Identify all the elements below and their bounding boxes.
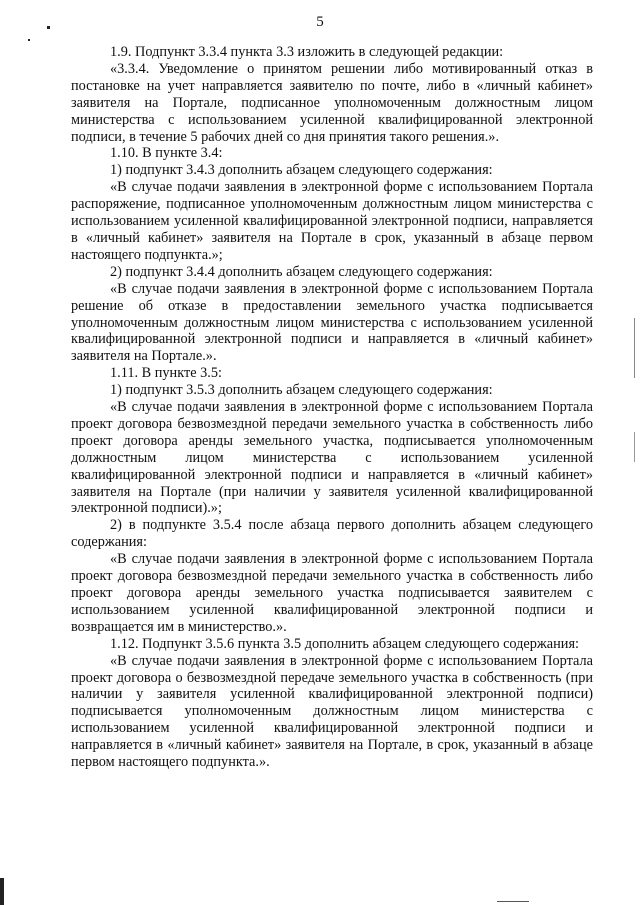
paragraph: 1) подпункт 3.4.3 дополнить абзацем следующего содержания:: [110, 162, 493, 179]
scan-artifact-edge: [634, 432, 635, 462]
paragraph: «В случае подачи заявления в электронной форме с использованием Портала проект договора о безвозмездной передаче земельного участка в собственность (при наличии у заявителя усиленной квалифицированной электронной подписи) подписывается уполномоченным должностным лицом министерства с использованием усиленной квалифицированной электронной подписи и направляется в «личный кабинет» заявителя на Портале, в срок, указанный в абзаце первом настоящего подпункта.».: [71, 652, 593, 771]
paragraph: «В случае подачи заявления в электронной форме с использованием Портала проект договора безвозмездной передачи земельного участка в собственность либо проект договора аренды земельного участка подписывается заявителем с использованием усиленной квалифицированной электронной подписи и возвращается им в министерство.».: [71, 551, 593, 635]
paragraph: 1) подпункт 3.5.3 дополнить абзацем следующего содержания:: [110, 382, 493, 399]
paragraph: «В случае подачи заявления в электронной форме с использованием Портала проект договора безвозмездной передачи земельного участка в собственность либо проект договора аренды земельного участка, подписывается уполномоченным должностным лицом министерства с использованием усиленной квалифицированной электронной подписи и направляется в «личный кабинет» заявителя на Портале (при наличии у заявителя усиленной квалифицированной электронной подписи).»;: [71, 399, 593, 517]
paragraph: 2) подпункт 3.4.4 дополнить абзацем следующего содержания:: [110, 263, 493, 280]
paragraph: «В случае подачи заявления в электронной форме с использованием Портала распоряжение, подписанное уполномоченным должностным лицом министерства с использованием усиленной квалифицированной электронной подписи, направляется в «личный кабинет» заявителя на Портале в срок, указанный в абзаце первом настоящего подпункта.»;: [71, 179, 593, 263]
document-body: [71, 44, 593, 771]
scan-artifact-edge: [634, 318, 635, 378]
scan-artifact-bar: [0, 878, 4, 905]
page-number: 5: [316, 14, 324, 30]
paragraph: «В случае подачи заявления в электронной форме с использованием Портала решение об отказе в предоставлении земельного участка подписывается уполномоченным должностным лицом министерства с использованием усиленной квалифицированной электронной подписи и направляется в «личный кабинет» заявителя на Портале.».: [71, 280, 593, 365]
scan-artifact-dot: [47, 26, 50, 29]
paragraph: 1.10. В пункте 3.4:: [110, 145, 223, 162]
paragraph: «3.3.4. Уведомление о принятом решении либо мотивированный отказ в постановке на учет направляется заявителю по почте, либо в «личный кабинет» заявителя на Портале, подписанное уполномоченным должностным лицом министерства с использованием усиленной квалифицированной электронной подписи, в течение 5 рабочих дней со дня принятия такого решения.».: [71, 60, 593, 145]
paragraph: 1.9. Подпункт 3.3.4 пункта 3.3 изложить в следующей редакции:: [110, 44, 504, 60]
scan-artifact-dot: [28, 39, 30, 41]
paragraph: 1.12. Подпункт 3.5.6 пункта 3.5 дополнить абзацем следующего содержания:: [110, 635, 579, 652]
paragraph: 2) в подпункте 3.5.4 после абзаца первого дополнить абзацем следующего содержания:: [71, 517, 593, 551]
paragraph: 1.11. В пункте 3.5:: [110, 365, 222, 382]
scan-artifact-line: [497, 901, 529, 902]
